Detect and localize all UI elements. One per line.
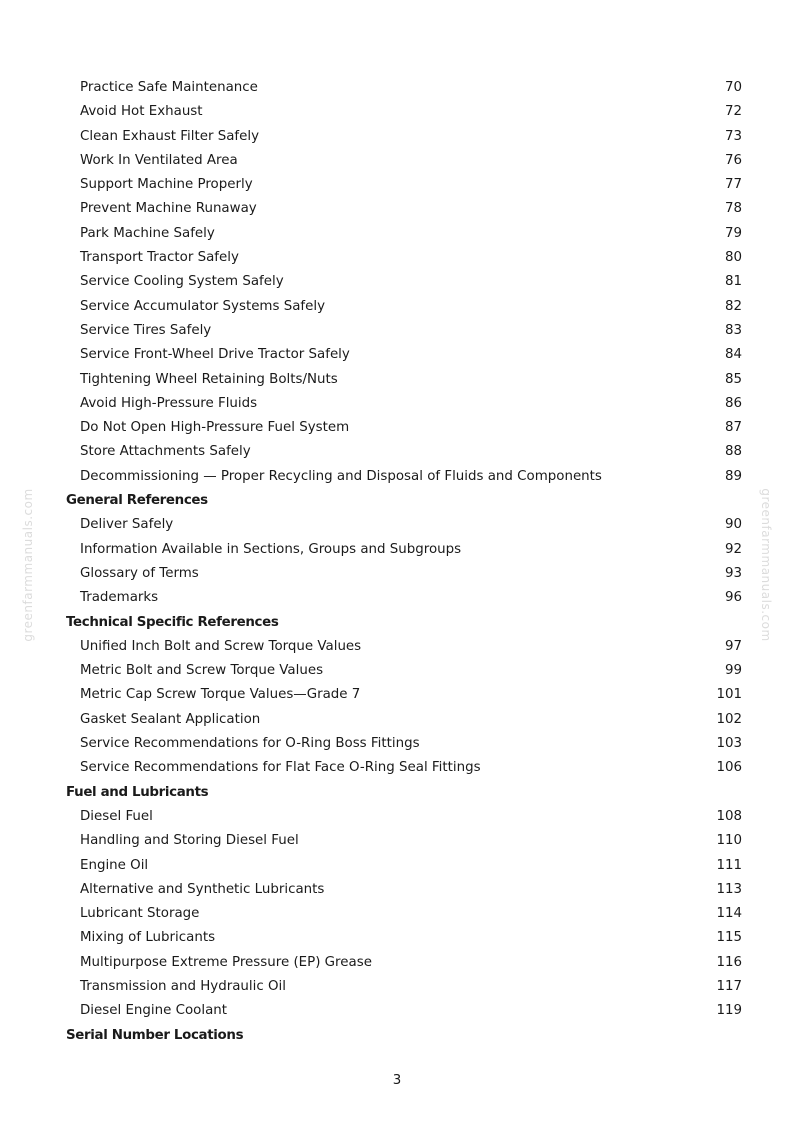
toc-entry-page-number: 90 [724,517,742,533]
toc-entry-title: Service Recommendations for O-Ring Boss Fittings [80,736,420,752]
toc-entry-title: Service Accumulator Systems Safely [80,298,326,314]
toc-entry-page-number: 83 [724,322,742,338]
toc-entry-title: Decommissioning — Proper Recycling and Disposal of Fluids and Components [80,468,602,484]
toc-entry-page-number: 72 [724,104,742,120]
toc-entry [0,926,794,950]
toc-entry-title: Transport Tractor Safely [80,250,239,266]
toc-entry-page-number: 78 [724,201,742,217]
toc-entry [0,343,794,367]
toc-entry [0,538,794,562]
toc-entry-page-number: 93 [724,565,742,581]
toc-entry-page-number: 84 [724,347,742,363]
toc-entry [0,513,794,537]
toc-entry [0,854,794,878]
toc-entry [0,368,794,392]
toc-entry-page-number: 80 [724,250,742,266]
toc-entry-title: Trademarks [80,590,159,606]
toc-entry-page-number: 102 [716,711,742,727]
toc-entry-page-number: 73 [724,128,742,144]
toc-entry-title: Multipurpose Extreme Pressure (EP) Grease [80,954,372,970]
toc-entry [0,125,794,149]
toc-entry-title: Do Not Open High-Pressure Fuel System [80,420,350,436]
toc-entry-title: Information Available in Sections, Groups and Subgroups [80,541,462,557]
toc-entry-title: Alternative and Synthetic Lubricants [80,881,325,897]
toc-entry-page-number: 97 [724,638,742,654]
toc-entry-page-number: 92 [724,541,742,557]
toc-section-heading [0,781,794,805]
toc-entry [0,173,794,197]
toc-entry-page-number: 85 [724,371,742,387]
toc-entry [0,440,794,464]
toc-entry [0,902,794,926]
toc-entry [0,197,794,221]
toc-entry-page-number: 119 [716,1003,742,1019]
toc-entry-page-number: 99 [724,663,742,679]
toc-section-title: Technical Specific References [66,614,279,630]
toc-entry-page-number: 96 [724,590,742,606]
toc-entry-title: Diesel Fuel [80,808,153,824]
toc-entry [0,975,794,999]
toc-entry [0,465,794,489]
toc-entry [0,416,794,440]
toc-entry [0,100,794,124]
toc-section-heading [0,611,794,635]
watermark-right: greenfarmmanuals.com [759,488,773,642]
toc-entry [0,586,794,610]
toc-entry [0,76,794,100]
toc-entry [0,149,794,173]
toc-entry-title: Service Tires Safely [80,322,212,338]
toc-entry-title: Transmission and Hydraulic Oil [80,978,286,994]
toc-entry-title: Deliver Safely [80,517,174,533]
toc-entry [0,878,794,902]
toc-entry-title: Unified Inch Bolt and Screw Torque Values [80,638,362,654]
toc-entry-title: Tightening Wheel Retaining Bolts/Nuts [80,371,338,387]
toc-entry-title: Service Front-Wheel Drive Tractor Safely [80,347,350,363]
toc-section-heading [0,1024,794,1048]
toc-entry [0,319,794,343]
toc-entry-page-number: 87 [724,420,742,436]
toc-entry-title: Handling and Storing Diesel Fuel [80,833,299,849]
toc-entry [0,951,794,975]
watermark-left: greenfarmmanuals.com [21,488,35,642]
toc-entry-page-number: 106 [716,760,742,776]
toc-entry [0,562,794,586]
toc-entry [0,295,794,319]
toc-entry [0,732,794,756]
toc-entry-page-number: 76 [724,152,742,168]
toc-entry-title: Engine Oil [80,857,149,873]
toc-entry-page-number: 110 [716,833,742,849]
toc-entry-page-number: 103 [716,736,742,752]
toc-entry-title: Prevent Machine Runaway [80,201,257,217]
toc-entry-page-number: 70 [724,80,742,95]
toc-entry [0,392,794,416]
toc-entry-page-number: 113 [716,881,742,897]
toc-entry [0,708,794,732]
toc-entry-title: Mixing of Lubricants [80,930,216,946]
toc-entry [0,805,794,829]
page-number: 3 [392,1073,402,1088]
toc-entry-page-number: 88 [724,444,742,460]
toc-entry [0,270,794,294]
toc-entry-page-number: 86 [724,395,742,411]
toc-entry-page-number: 101 [716,687,742,703]
toc-entry [0,222,794,246]
toc-entry-title: Avoid Hot Exhaust [80,104,203,120]
toc-section-title: General References [66,493,208,509]
toc-entry-page-number: 81 [724,274,742,290]
toc-entry-title: Metric Bolt and Screw Torque Values [80,663,324,679]
toc-section-heading [0,489,794,513]
toc-entry-title: Glossary of Terms [80,565,199,581]
toc-section-title: Fuel and Lubricants [66,784,209,800]
toc-entry-title: Store Attachments Safely [80,444,251,460]
toc-entry-page-number: 111 [716,857,742,873]
toc-entry-title: Work In Ventilated Area [80,152,238,168]
toc-entry-title: Clean Exhaust Filter Safely [80,128,260,144]
table-of-contents [0,76,794,1048]
toc-entry [0,246,794,270]
toc-entry [0,829,794,853]
toc-entry [0,756,794,780]
toc-entry-page-number: 115 [716,930,742,946]
toc-entry-title: Park Machine Safely [80,225,215,241]
toc-entry-page-number: 77 [724,177,742,193]
toc-entry-page-number: 89 [724,468,742,484]
toc-entry-page-number: 82 [724,298,742,314]
toc-entry-page-number: 114 [716,906,742,922]
toc-entry-page-number: 116 [716,954,742,970]
toc-entry-title: Avoid High-Pressure Fluids [80,395,258,411]
toc-entry-title: Metric Cap Screw Torque Values—Grade 7 [80,687,361,703]
toc-entry-page-number: 108 [716,808,742,824]
toc-entry-title: Support Machine Properly [80,177,253,193]
toc-entry-title: Service Recommendations for Flat Face O-Ring Seal Fittings [80,760,481,776]
toc-entry-title: Practice Safe Maintenance [80,80,258,95]
toc-entry-page-number: 79 [724,225,742,241]
toc-entry [0,635,794,659]
toc-entry-title: Lubricant Storage [80,906,200,922]
toc-entry-title: Diesel Engine Coolant [80,1003,228,1019]
toc-entry [0,659,794,683]
toc-section-title: Serial Number Locations [66,1027,244,1043]
toc-entry [0,683,794,707]
toc-entry [0,999,794,1023]
toc-entry-title: Gasket Sealant Application [80,711,261,727]
toc-entry-page-number: 117 [716,978,742,994]
toc-entry-title: Service Cooling System Safely [80,274,284,290]
